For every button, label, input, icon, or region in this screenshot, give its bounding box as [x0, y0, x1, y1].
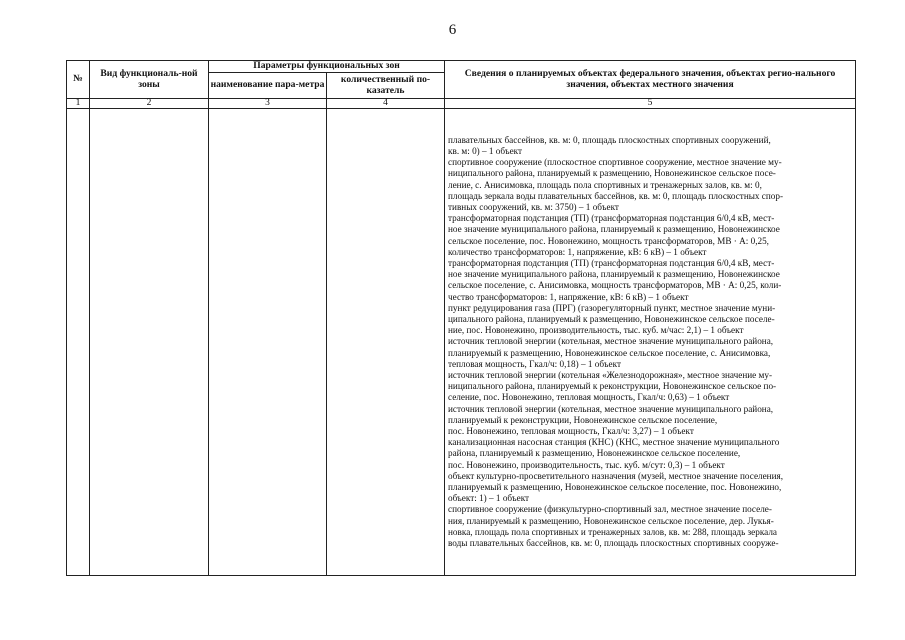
- text-line: спортивное сооружение (физкультурно-спортивный зал, местное значение поселе-: [448, 504, 772, 515]
- text-line: ципального района, планируемый к размещению, Новонежинское сельское поселе-: [448, 313, 775, 324]
- text-line: ниципального района, планируемый к реконструкции, Новонежинское сельское по-: [448, 381, 777, 392]
- column-index: 5: [445, 99, 856, 109]
- column-index: 4: [327, 99, 445, 109]
- column-index: 1: [67, 99, 90, 109]
- text-line: воды плавательных бассейнов, кв. м: 0, площадь плоскостных спортивных сооруже-: [448, 538, 779, 549]
- cell-param-value: [327, 109, 445, 576]
- column-index: 2: [90, 99, 209, 109]
- header-param-name: наименование пара-метра: [209, 73, 327, 99]
- text-line: трансформаторная подстанция (ТП) (трансформаторная подстанция 6/0,4 кВ, мест-: [448, 257, 775, 268]
- text-line: ление, с. Анисимовка, площадь пола спортивных и тренажерных залов, кв. м: 0,: [448, 179, 762, 190]
- text-line: планируемый к размещению, Новонежинское сельское поселение, пос. Новонежино,: [448, 482, 782, 493]
- text-line: количество трансформаторов: 1, напряжение, кВ: 6 кВ) – 1 объект: [448, 246, 707, 257]
- text-line: ниципального района, планируемый к размещению, Новонежинское сельское посе-: [448, 168, 776, 179]
- text-line: ное значение муниципального района, планируемый к размещению, Новонежинское: [448, 269, 780, 280]
- planning-table: [66, 60, 856, 576]
- header-row-1: [67, 61, 856, 73]
- text-line: канализационная насосная станция (КНС) (КНС, местное значение муниципального: [448, 437, 780, 448]
- header-num: №: [67, 61, 90, 99]
- text-line: сельское поселение, с. Анисимовка, мощность трансформаторов, МВ · А: 0,25, коли-: [448, 280, 782, 291]
- text-line: объект: 1) – 1 объект: [448, 493, 530, 504]
- header-info: Сведения о планируемых объектах федерального значения, объектах регио-нального значения, объектах местного значения: [445, 61, 856, 99]
- text-line: сельское поселение, пос. Новонежино, мощность трансформаторов, МВ · А: 0,25,: [448, 235, 769, 246]
- text-line: пос. Новонежино, тепловая мощность, Гкал/ч: 3,27) – 1 объект: [448, 426, 694, 437]
- text-line: источник тепловой энергии (котельная, местное значение муниципального района,: [448, 336, 774, 347]
- text-line: новка, площадь пола спортивных и тренажерных залов, кв. м: 288, площадь зеркала: [448, 526, 778, 537]
- cell-planned-objects: [445, 109, 856, 576]
- text-line: трансформаторная подстанция (ТП) (трансформаторная подстанция 6/0,4 кВ, мест-: [448, 213, 775, 224]
- text-line: района, планируемый к размещению, Новонежинское сельское поселение,: [448, 448, 741, 459]
- text-line: тивных сооружений, кв. м: 3750) – 1 объект: [448, 201, 619, 212]
- table-row: [67, 109, 856, 576]
- page-number: 6: [448, 22, 457, 38]
- text-line: планируемый к реконструкции, Новонежинское сельское поселение,: [448, 414, 718, 425]
- column-index: 3: [209, 99, 327, 109]
- text-line: площадь зеркала воды плавательных бассейнов, кв. м: 0, площадь плоскостных спор-: [448, 190, 784, 201]
- text-line: ния, планируемый к размещению, Новонежинское сельское поселение, дер. Лукья-: [448, 515, 774, 526]
- column-index-row: [67, 99, 856, 109]
- text-line: пункт редуцирования газа (ПРГ) (газорегуляторный пункт, местное значение муни-: [448, 302, 776, 313]
- header-params-group: Параметры функциональных зон: [209, 61, 445, 73]
- text-line: кв. м: 0) – 1 объект: [448, 145, 523, 156]
- cell-num: [67, 109, 90, 576]
- text-line: ние, пос. Новонежино, производительность, тыс. куб. м/час: 2,1) – 1 объект: [448, 325, 744, 336]
- text-line: тепловая мощность, Гкал/ч: 0,18) – 1 объект: [448, 358, 621, 369]
- text-line: источник тепловой энергии (котельная, местное значение муниципального района,: [448, 403, 774, 414]
- text-line: спортивное сооружение (плоскостное спортивное сооружение, местное значение му-: [448, 157, 782, 168]
- header-zone-type: Вид функциональ-ной зоны: [90, 61, 209, 99]
- text-line: ное значение муниципального района, планируемый к размещению, Новонежинское: [448, 224, 780, 235]
- cell-zone-type: [90, 109, 209, 576]
- text-line: пос. Новонежино, производительность, тыс. куб. м/сут: 0,3) – 1 объект: [448, 459, 725, 470]
- text-line: плавательных бассейнов, кв. м: 0, площадь плоскостных спортивных сооружений,: [448, 134, 771, 145]
- planned-objects-text: [448, 135, 851, 550]
- text-line: чество трансформаторов: 1, напряжение, кВ: 6 кВ) – 1 объект: [448, 291, 689, 302]
- text-line: источник тепловой энергии (котельная «Железнодорожная», местное значение му-: [448, 370, 772, 380]
- cell-param-name: [209, 109, 327, 576]
- text-line: объект культурно-просветительного назначения (музей, местное значение поселения,: [448, 470, 784, 481]
- header-param-value: количественный по-казатель: [327, 73, 445, 99]
- text-line: планируемый к размещению, Новонежинское сельское поселение, с. Анисимовка,: [448, 347, 771, 358]
- text-line: селение, пос. Новонежино, тепловая мощность, Гкал/ч: 0,63) – 1 объект: [448, 392, 730, 403]
